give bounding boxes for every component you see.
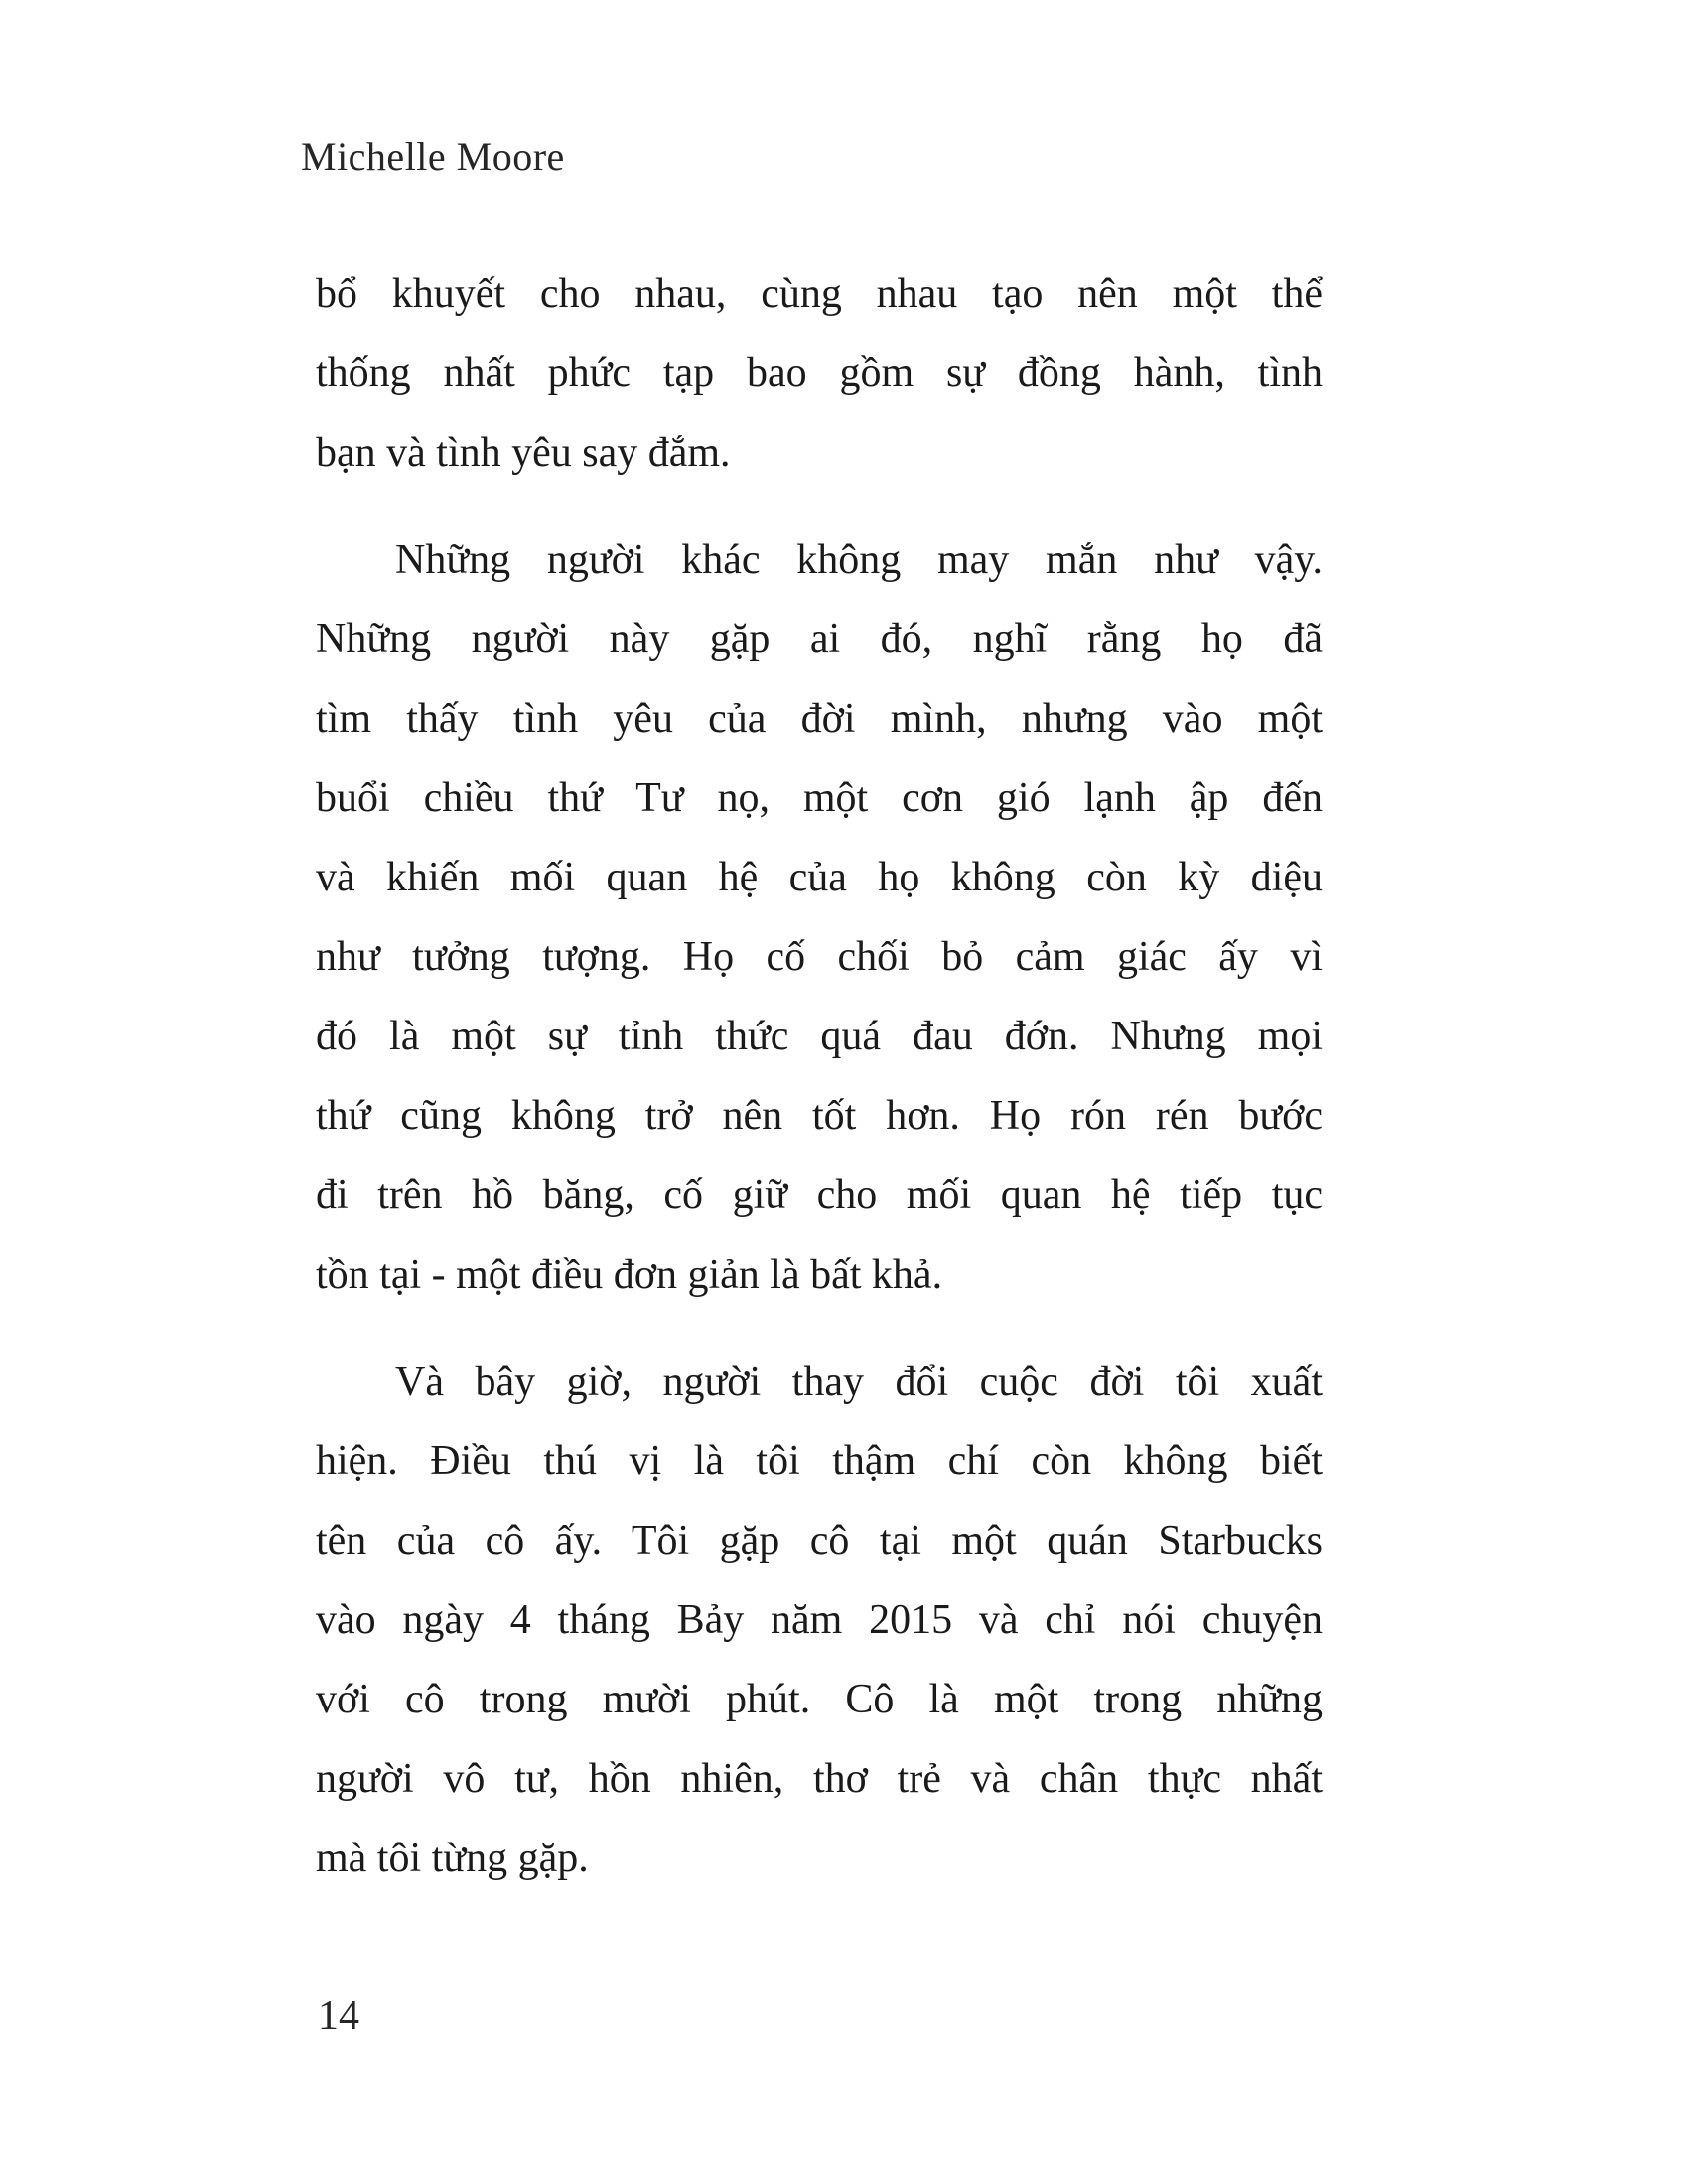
text-line: mà tôi từng gặp. bbox=[316, 1836, 589, 1881]
text-line: Và bây giờ, người thay đổi cuộc đời tôi xuất bbox=[395, 1359, 1323, 1405]
running-header: Michelle Moore bbox=[301, 134, 565, 179]
text-line: đi trên hồ băng, cố giữ cho mối quan hệ tiếp tục bbox=[316, 1172, 1323, 1218]
text-line: và khiến mối quan hệ của họ không còn kỳ diệu bbox=[316, 855, 1323, 900]
paragraph bbox=[316, 520, 1323, 1314]
text-line: Những người này gặp ai đó, nghĩ rằng họ đã bbox=[316, 616, 1323, 662]
text-line: với cô trong mười phút. Cô là một trong những bbox=[316, 1677, 1323, 1722]
paragraph bbox=[316, 1342, 1323, 1898]
text-line: hiện. Điều thú vị là tôi thậm chí còn không biết bbox=[316, 1438, 1323, 1484]
text-line: thứ cũng không trở nên tốt hơn. Họ rón rén bước bbox=[316, 1093, 1323, 1139]
text-line: bạn và tình yêu say đắm. bbox=[316, 430, 731, 476]
text-line: tìm thấy tình yêu của đời mình, nhưng vào một bbox=[316, 696, 1323, 742]
page-number: 14 bbox=[318, 1993, 359, 2039]
text-line: thống nhất phức tạp bao gồm sự đồng hành, tình bbox=[316, 350, 1323, 396]
body-text bbox=[316, 254, 1323, 1898]
text-line: tên của cô ấy. Tôi gặp cô tại một quán Starbucks bbox=[316, 1518, 1323, 1564]
text-line: người vô tư, hồn nhiên, thơ trẻ và chân thực nhất bbox=[316, 1756, 1323, 1802]
text-line: đó là một sự tỉnh thức quá đau đớn. Nhưng mọi bbox=[316, 1014, 1323, 1059]
text-line: tồn tại - một điều đơn giản là bất khả. bbox=[316, 1252, 943, 1297]
text-line: buổi chiều thứ Tư nọ, một cơn gió lạnh ập đến bbox=[316, 775, 1323, 821]
paragraph bbox=[316, 254, 1323, 492]
text-line: Những người khác không may mắn như vậy. bbox=[395, 537, 1323, 583]
text-line: bổ khuyết cho nhau, cùng nhau tạo nên một thể bbox=[316, 271, 1323, 317]
text-line: như tưởng tượng. Họ cố chối bỏ cảm giác ấy vì bbox=[316, 934, 1323, 980]
text-line: vào ngày 4 tháng Bảy năm 2015 và chỉ nói chuyện bbox=[316, 1597, 1323, 1643]
